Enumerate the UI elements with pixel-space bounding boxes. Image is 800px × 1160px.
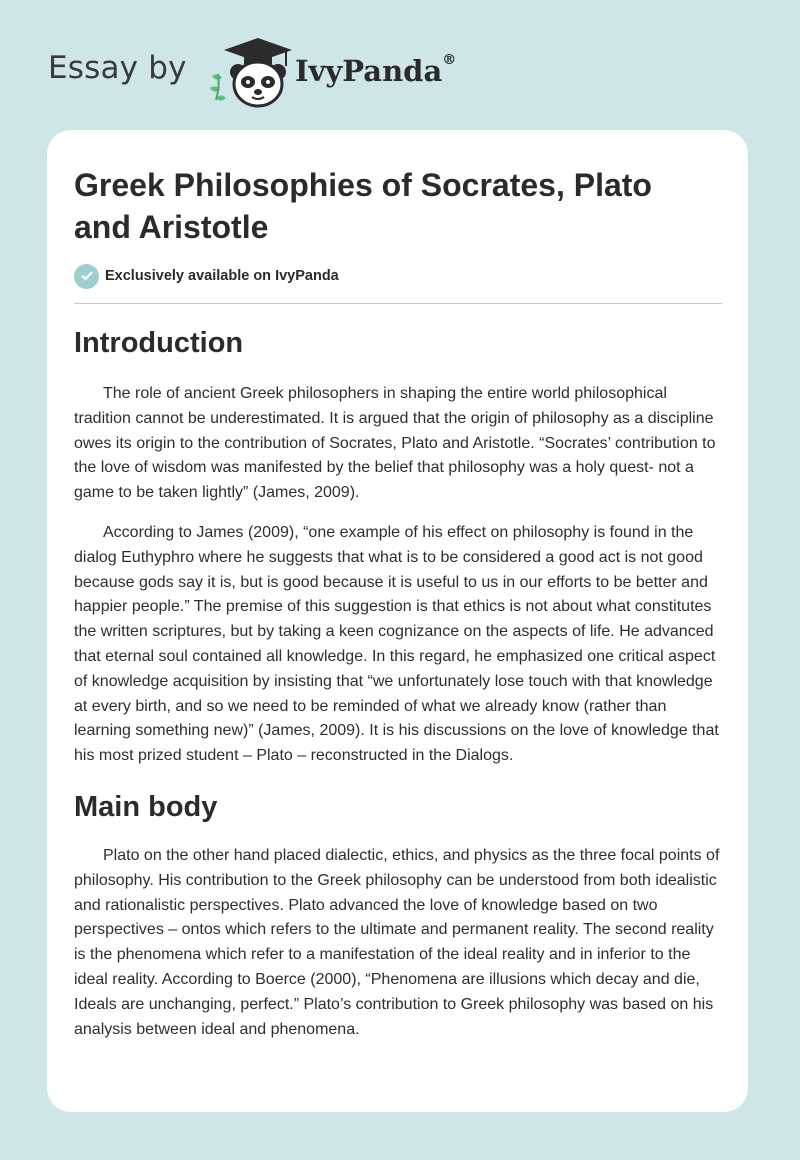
essay-content (74, 320, 724, 1057)
paragraph: According to James (2009), “one example of his effect on philosophy is found in the dialog Euthyphro where he suggests that what is to be considered a good act is not good because gods say it is, but is good because it is useful to us in our efforts to be better and happier people.” The premise of this suggestion is that ethics is not about what constitutes the written scriptures, but by taking a keen cognizance on the aspects of life. He advanced that eternal soul contained all knowledge. In this regard, he emphasized one critical aspect of knowledge acquisition by insisting that “we unfortunately lose touch with that knowledge at every birth, and so we need to be reminded of what we already know (rather than learning something new)” (James, 2009). It is his discussions on the love of knowledge that his most prized student – Plato – reconstructed in the Dialogs. (74, 523, 719, 765)
check-circle-icon (74, 264, 99, 289)
paragraph: The role of ancient Greek philosophers in shaping the entire world philosophical tradition cannot be underestimated. It is argued that the origin of philosophy as a discipline owes its origin to the contribution of Socrates, Plato and Aristotle. “Socrates’ contribution to the love of wisdom was manifested by the belief that philosophy was a holy quest- not a game to be taken lightly” (James, 2009). (74, 385, 716, 502)
divider (74, 303, 722, 304)
panda-graduate-icon[interactable] (202, 36, 292, 108)
paragraph: Plato on the other hand placed dialectic, ethics, and physics as the three focal points of philosophy. His contribution to the Greek philosophy can be understood from both idealistic and rationalistic perspectives. Plato advanced the love of knowledge based on two perspectives – ontos which refers to the ultimate and permanent reality. The second reality is the phenomena which refer to a manifestation of the ideal reality and in inferior to the ideal reality. According to Boerce (2000), “Phenomena are illusions which decay and die, Ideals are unchanging, perfect.” Plato’s contribution to Greek philosophy was based on his analysis between ideal and phenomena. (74, 846, 720, 1038)
section-heading-introduction: Introduction (74, 327, 244, 359)
brand-name[interactable] (295, 54, 456, 88)
ivy-leaf-icon (210, 74, 226, 101)
brand-text: IvyPanda (295, 54, 443, 88)
essay-by-label: Essay by (48, 50, 187, 86)
registered-mark: ® (442, 52, 457, 68)
exclusive-badge (74, 263, 339, 289)
badge-text: Exclusively available on IvyPanda (105, 268, 339, 284)
site-header (48, 36, 752, 106)
section-heading-main-body: Main body (74, 790, 218, 823)
essay-card (47, 130, 748, 1112)
page-title: Greek Philosophies of Socrates, Plato and Aristotle (74, 167, 652, 245)
